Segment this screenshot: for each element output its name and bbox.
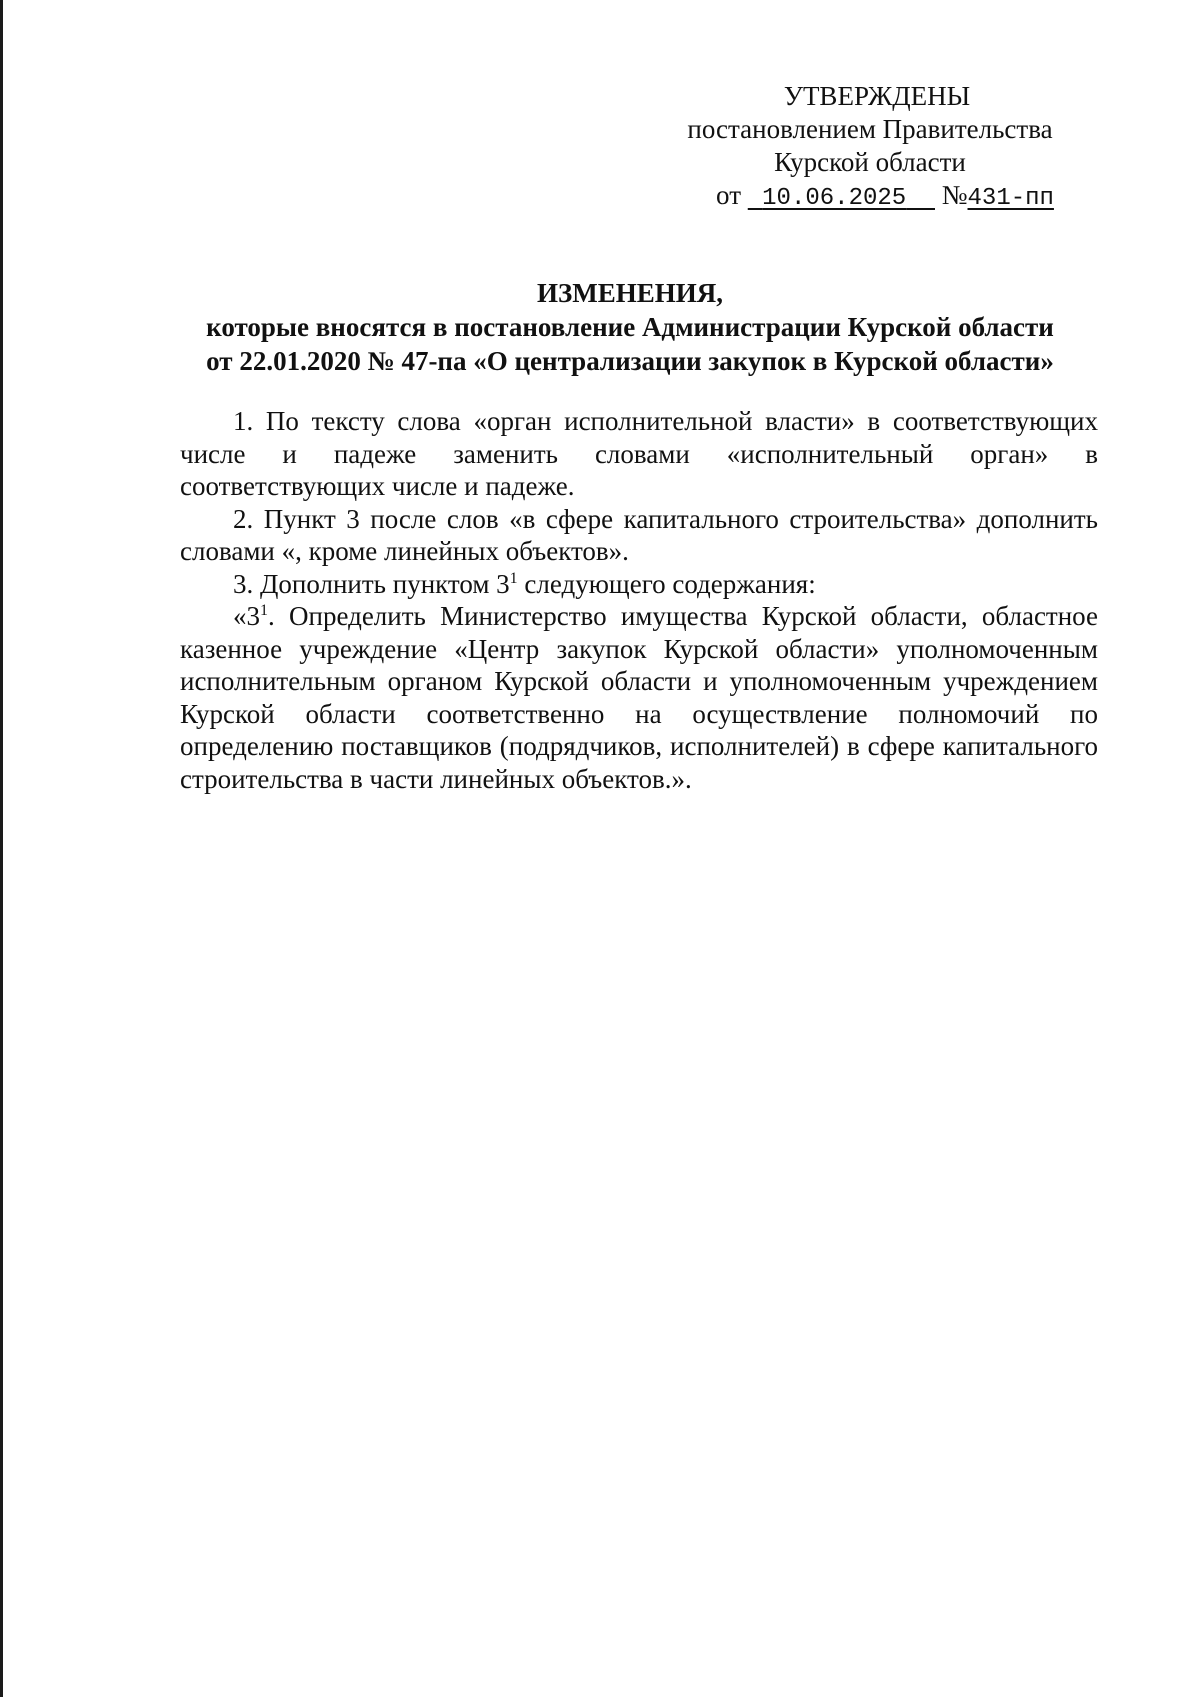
approval-region: Курской области: [774, 147, 966, 177]
date-prefix: от: [716, 180, 741, 210]
approval-authority: постановлением Правительства: [687, 114, 1053, 144]
number-prefix: №: [941, 180, 968, 210]
paragraph-1: 1. По тексту слова «орган исполнительной власти» в соответствующих числе и падеже заменить словами «исполнительный орган» в соответствующих числе и падеже.: [180, 406, 1098, 501]
document-title: [160, 276, 1100, 378]
page-left-edge: [0, 0, 3, 1697]
approval-date-line: [640, 179, 1100, 215]
paragraph-3: 3. Дополнить пунктом $3^1$ следующего содержания:: [233, 568, 816, 599]
paragraph-2: 2. Пункт 3 после слов «в сфере капитального строительства» дополнить словами «, кроме линейных объектов».: [180, 503, 1098, 566]
approval-stamp: [640, 80, 1100, 215]
approval-number: 431-пп: [967, 185, 1054, 212]
title-subtitle-line2: от 22.01.2020 № 47-па «О централизации закупок в Курской области»: [206, 346, 1054, 376]
approval-heading: УТВЕРЖДЕНЫ: [783, 81, 971, 111]
paragraph-4: «$3^1$. Определить Министерство имущества Курской области, областное казенное учреждение «Центр закупок Курской области» уполномоченным исполнительным органом Курской области и уполномоченным учреждением Курской области соответственно на осуществление полномочий по определению поставщиков (подрядчиков, исполнителей) в сфере капитального строительства в части линейных объектов.».: [180, 601, 1098, 794]
title-subtitle-line1: которые вносятся в постановление Администрации Курской области: [206, 312, 1054, 342]
title-main: ИЗМЕНЕНИЯ,: [536, 278, 723, 308]
approval-date: 10.06.2025: [762, 185, 907, 212]
document-body: [180, 405, 1098, 795]
